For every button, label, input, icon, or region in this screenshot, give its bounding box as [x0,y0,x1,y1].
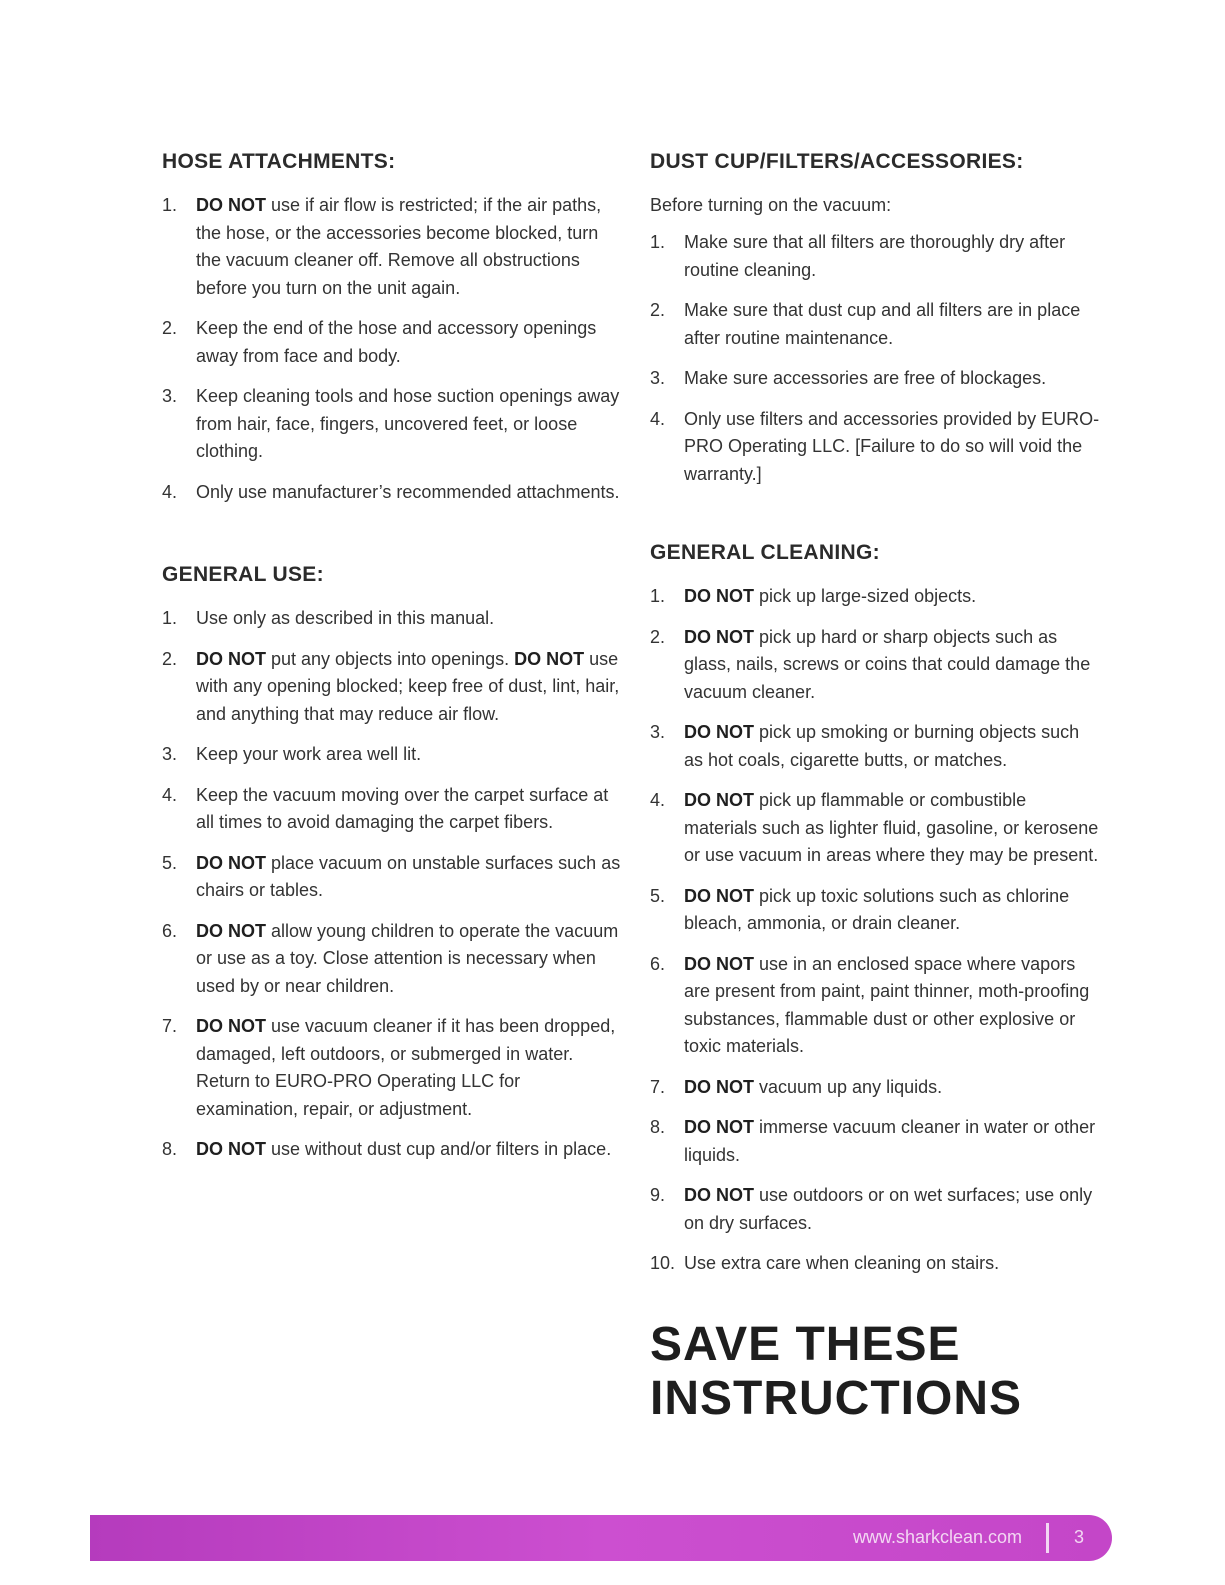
page-number: 3 [1073,1527,1084,1547]
item-number: 9. [650,1185,666,1205]
list-item [162,646,622,729]
list-item [650,1182,1100,1237]
list-item [162,918,622,1001]
list-item [650,624,1100,707]
list-item [162,479,622,507]
list-item [162,782,622,837]
item-number: 2. [650,626,666,647]
list-item [162,383,622,466]
list-item [162,1136,622,1164]
website-url: www.sharkclean.com [852,1527,1022,1547]
item-number: 3. [650,368,666,388]
item-number: 6. [650,953,666,974]
item-number: 4. [162,481,178,502]
general-use-list [162,605,622,1164]
item-number: 3. [650,722,666,742]
list-item [650,1114,1100,1169]
item-text: use outdoors or on wet surfaces; use only on dry surfaces. [684,1185,1093,1233]
do-not-label: DO NOT [196,648,266,669]
list-item [650,229,1100,284]
item-text: Use only as described in this manual. [196,608,495,628]
item-text: Only use manufacturer’s recommended attachments. [196,481,620,502]
item-number: 7. [650,1076,666,1097]
item-text: use vacuum cleaner if it has been dropped, damaged, left outdoors, or submerged in water. Return to EURO-PRO Operating LLC for examination, repair, or adjustment. [196,1016,616,1119]
list-item [162,1013,622,1123]
hose-attachments-list [162,192,622,506]
hose-attachments-heading: HOSE ATTACHMENTS: [162,150,396,173]
list-item [650,883,1100,938]
item-number: 2. [162,318,178,338]
item-number: 8. [162,1139,178,1159]
item-text: Keep your work area well lit. [196,744,422,764]
do-not-label: DO NOT [684,1185,754,1205]
list-item [162,741,622,769]
item-number: 5. [650,885,666,906]
do-not-label: DO NOT [684,626,754,647]
do-not-label: DO NOT [514,648,585,669]
item-text: pick up large-sized objects. [754,586,977,606]
general-cleaning-list [650,583,1100,1278]
list-item [650,406,1100,489]
item-text: Make sure that all filters are thoroughly dry after routine cleaning. [684,232,1066,280]
item-number: 1. [650,586,666,606]
item-number: 1. [162,608,178,628]
list-item [650,1074,1100,1102]
item-text: use if air flow is restricted; if the air paths, the hose, or the accessories become blocked, turn the vacuum cleaner off. Remove all obstructions before you turn on the unit again. [196,195,602,298]
list-item [162,850,622,905]
save-line-2: INSTRUCTIONS [650,1371,1022,1425]
list-item [650,583,1100,611]
left-column [162,150,622,1177]
item-number: 4. [650,790,666,810]
item-text: use with any opening blocked; keep free of dust, lint, hair, and anything that may reduce air flow. [196,648,620,724]
item-text: allow young children to operate the vacuum or use as a toy. Close attention is necessary when used by or near children. [196,920,619,996]
item-text: pick up smoking or burning objects such as hot coals, cigarette butts, or matches. [684,722,1080,770]
item-number: 1. [162,195,178,215]
item-number: 1. [650,232,666,252]
item-number: 7. [162,1016,178,1036]
general-cleaning-heading: GENERAL CLEANING: [650,541,880,564]
do-not-label: DO NOT [196,920,266,941]
item-text: pick up toxic solutions such as chlorine bleach, ammonia, or drain cleaner. [684,885,1070,933]
item-text: Keep the vacuum moving over the carpet surface at all times to avoid damaging the carpet fibers. [196,784,609,832]
list-item [162,192,622,302]
item-text: immerse vacuum cleaner in water or other liquids. [684,1117,1096,1165]
item-text: place vacuum on unstable surfaces such as chairs or tables. [196,852,621,900]
item-number: 4. [162,784,178,805]
save-instructions-title [650,1318,1100,1426]
do-not-label: DO NOT [684,790,754,810]
item-text: use in an enclosed space where vapors are present from paint, paint thinner, moth-proofing substances, flammable dust or other explosive or toxic materials. [684,953,1090,1056]
do-not-label: DO NOT [684,722,754,742]
item-number: 3. [162,744,178,764]
section-gap [650,501,1100,541]
item-text: put any objects into openings. [266,648,515,669]
footer-divider [1046,1523,1049,1553]
item-number: 2. [162,648,178,669]
item-number: 2. [650,300,666,320]
item-text: pick up flammable or combustible materials such as lighter fluid, gasoline, or kerosene or use vacuum in areas where they may be present. [684,790,1099,865]
list-item [650,719,1100,774]
list-item [650,787,1100,870]
do-not-label: DO NOT [684,586,754,606]
do-not-label: DO NOT [196,852,266,873]
do-not-label: DO NOT [196,195,266,215]
general-use-heading: GENERAL USE: [162,563,324,586]
dust-cup-list [650,229,1100,488]
item-number: 5. [162,852,178,873]
item-text: Use extra care when cleaning on stairs. [684,1253,1000,1273]
item-number: 3. [162,386,178,406]
list-item [650,365,1100,393]
item-number: 10. [650,1253,676,1273]
list-item [162,605,622,633]
do-not-label: DO NOT [684,1076,754,1097]
item-text: Only use filters and accessories provided by EURO-PRO Operating LLC. [Failure to do so will void the warranty.] [684,408,1100,484]
list-item [650,297,1100,352]
do-not-label: DO NOT [684,953,754,974]
save-line-1: SAVE THESE [650,1317,961,1371]
dust-cup-heading: DUST CUP/FILTERS/ACCESSORIES: [650,150,1024,173]
item-text: use without dust cup and/or filters in place. [266,1139,612,1159]
footer-bar [90,1515,1112,1561]
list-item [162,315,622,370]
do-not-label: DO NOT [684,1117,754,1137]
list-item [650,1250,1100,1278]
item-text: Make sure that dust cup and all filters are in place after routine maintenance. [684,300,1081,348]
item-text: vacuum up any liquids. [754,1076,943,1097]
item-number: 4. [650,408,666,429]
item-number: 6. [162,920,178,941]
do-not-label: DO NOT [196,1016,266,1036]
item-number: 8. [650,1117,666,1137]
right-column [650,150,1100,1426]
section-gap [162,519,622,563]
list-item [650,951,1100,1061]
item-text: Keep the end of the hose and accessory openings away from face and body. [196,318,597,366]
item-text: Make sure accessories are free of blockages. [684,368,1047,388]
item-text: Keep cleaning tools and hose suction openings away from hair, face, fingers, uncovered feet, or loose clothing. [196,386,620,461]
item-text: pick up hard or sharp objects such as glass, nails, screws or coins that could damage the vacuum cleaner. [684,626,1091,702]
do-not-label: DO NOT [684,885,754,906]
dust-cup-intro: Before turning on the vacuum: [650,195,892,215]
do-not-label: DO NOT [196,1139,266,1159]
